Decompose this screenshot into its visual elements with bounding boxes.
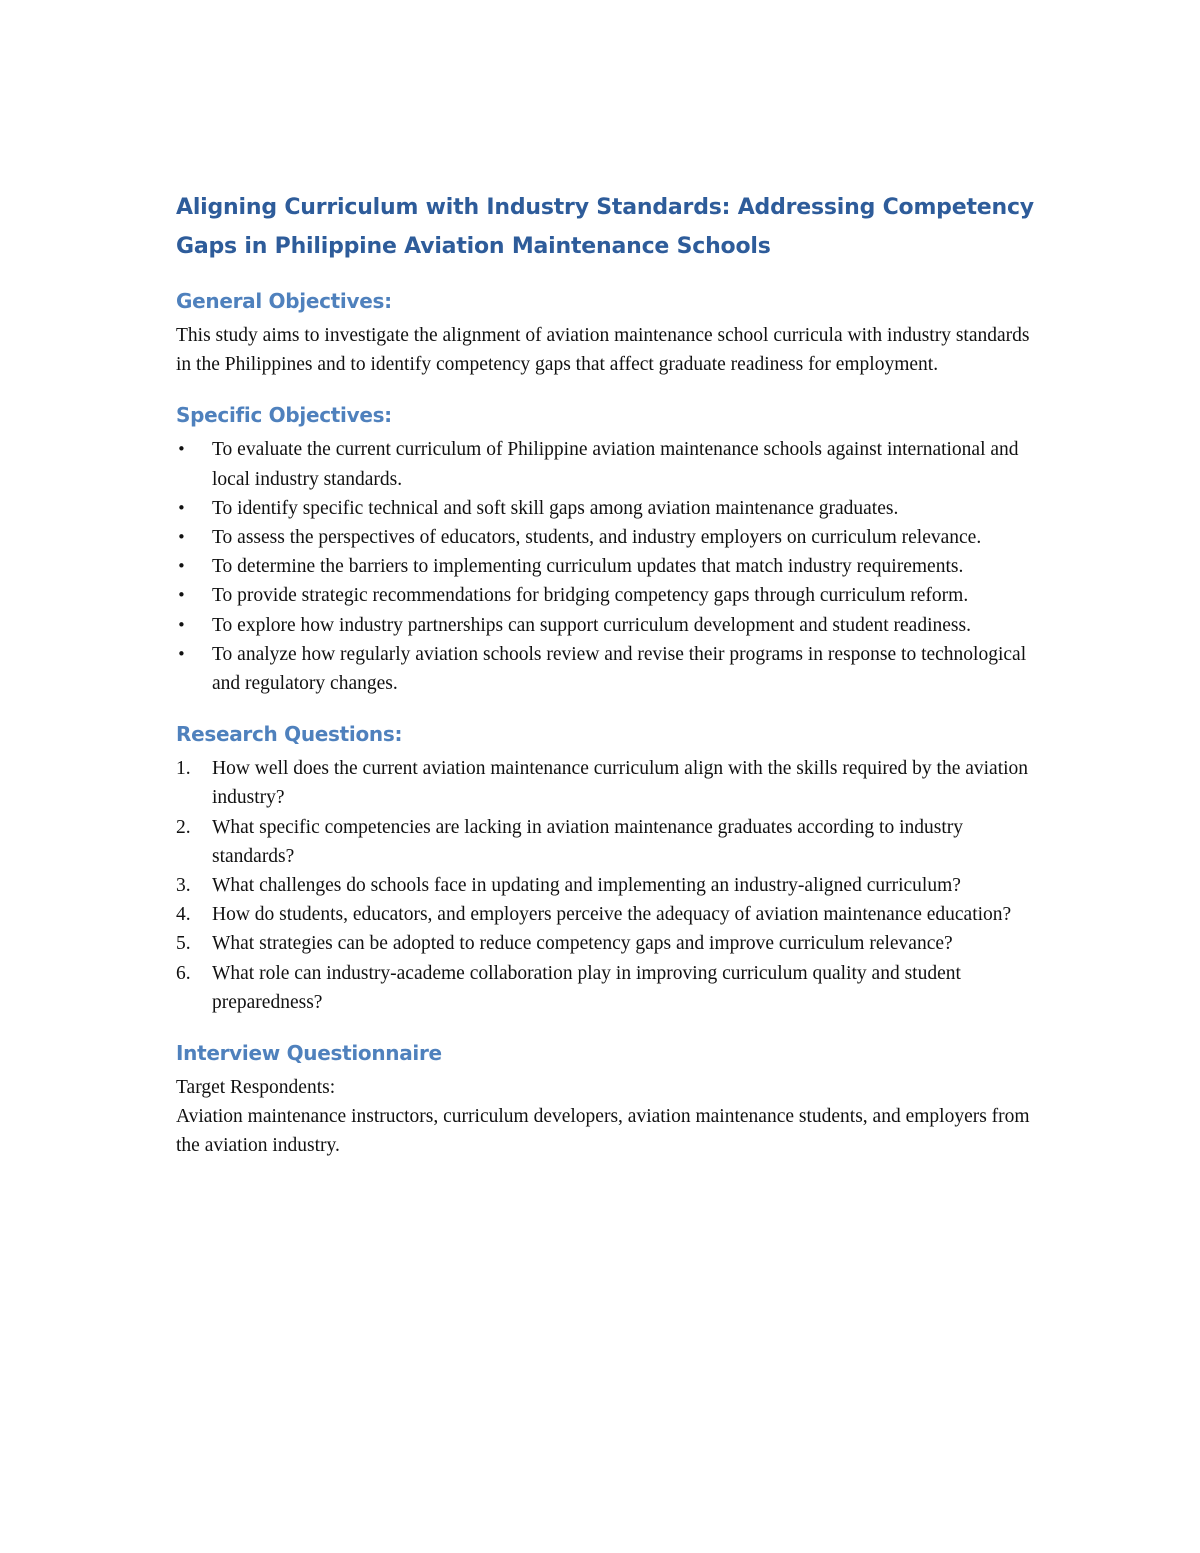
bullet-icon: • bbox=[177, 440, 186, 459]
list-item bbox=[176, 959, 1036, 1017]
title-line-1: Aligning Curriculum with Industry Standards: Addressing Competency bbox=[176, 195, 1034, 220]
title-line-2: Gaps in Philippine Aviation Maintenance Schools bbox=[176, 234, 771, 259]
list-item-text: What strategies can be adopted to reduce competency gaps and improve curriculum relevance? bbox=[212, 933, 953, 955]
list-item-text: What role can industry-academe collaboration play in improving curriculum quality and student preparedness? bbox=[212, 962, 961, 1013]
list-item bbox=[176, 871, 1036, 900]
specific-objectives-heading: Specific Objectives: bbox=[176, 403, 392, 428]
list-item bbox=[176, 523, 1036, 552]
specific-objectives-list bbox=[176, 435, 1036, 698]
document-title bbox=[176, 188, 1036, 266]
list-item bbox=[176, 611, 1036, 640]
list-number: 3. bbox=[176, 875, 191, 897]
interview-questionnaire-heading: Interview Questionnaire bbox=[176, 1041, 442, 1066]
bullet-icon: • bbox=[177, 557, 186, 576]
document-content bbox=[176, 188, 1036, 1161]
bullet-icon: • bbox=[177, 615, 186, 634]
list-item bbox=[176, 754, 1036, 812]
list-item bbox=[176, 813, 1036, 871]
list-item-text: To determine the barriers to implementing curriculum updates that match industry requirements. bbox=[212, 556, 964, 578]
list-item-text: To analyze how regularly aviation schools review and revise their programs in response to technological and regulatory changes. bbox=[212, 643, 1027, 695]
list-item bbox=[176, 929, 1036, 958]
list-number: 5. bbox=[176, 933, 191, 955]
general-objectives-heading: General Objectives: bbox=[176, 289, 392, 313]
target-respondents-label: Target Respondents: bbox=[176, 1077, 336, 1099]
target-respondents-text: Aviation maintenance instructors, curriculum developers, aviation maintenance students, and employers from the aviation industry. bbox=[176, 1106, 1030, 1157]
list-item bbox=[176, 900, 1036, 929]
list-item bbox=[176, 435, 1036, 493]
list-item bbox=[176, 494, 1036, 523]
general-objectives-text: This study aims to investigate the alignment of aviation maintenance school curricula with industry standards in the Philippines and to identify competency gaps that affect graduate readiness for employment. bbox=[176, 325, 1030, 376]
list-item bbox=[176, 552, 1036, 581]
list-item-text: To assess the perspectives of educators, students, and industry employers on curriculum relevance. bbox=[212, 527, 982, 549]
list-item bbox=[176, 640, 1036, 698]
research-questions-heading: Research Questions: bbox=[176, 722, 403, 747]
list-item-text: To explore how industry partnerships can support curriculum development and student readiness. bbox=[212, 614, 971, 636]
list-item-text: To provide strategic recommendations for bridging competency gaps through curriculum reform. bbox=[212, 585, 969, 607]
list-item-text: To identify specific technical and soft skill gaps among aviation maintenance graduates. bbox=[212, 497, 899, 519]
list-item-text: What specific competencies are lacking in aviation maintenance graduates according to industry standards? bbox=[212, 816, 963, 867]
list-number: 2. bbox=[176, 816, 191, 838]
list-number: 6. bbox=[176, 962, 191, 984]
list-item-text: How do students, educators, and employers perceive the adequacy of aviation maintenance education? bbox=[212, 904, 1012, 926]
list-item bbox=[176, 581, 1036, 610]
list-number: 1. bbox=[176, 758, 191, 780]
bullet-icon: • bbox=[177, 586, 186, 605]
bullet-icon: • bbox=[177, 528, 186, 547]
research-questions-list bbox=[176, 754, 1036, 1017]
list-item-text: To evaluate the current curriculum of Philippine aviation maintenance schools against international and local industry standards. bbox=[212, 439, 1019, 490]
bullet-icon: • bbox=[177, 644, 186, 663]
list-number: 4. bbox=[176, 904, 191, 926]
list-item-text: What challenges do schools face in updating and implementing an industry-aligned curriculum? bbox=[212, 875, 961, 897]
list-item-text: How well does the current aviation maintenance curriculum align with the skills required by the aviation industry? bbox=[212, 758, 1029, 809]
bullet-icon: • bbox=[177, 498, 186, 517]
